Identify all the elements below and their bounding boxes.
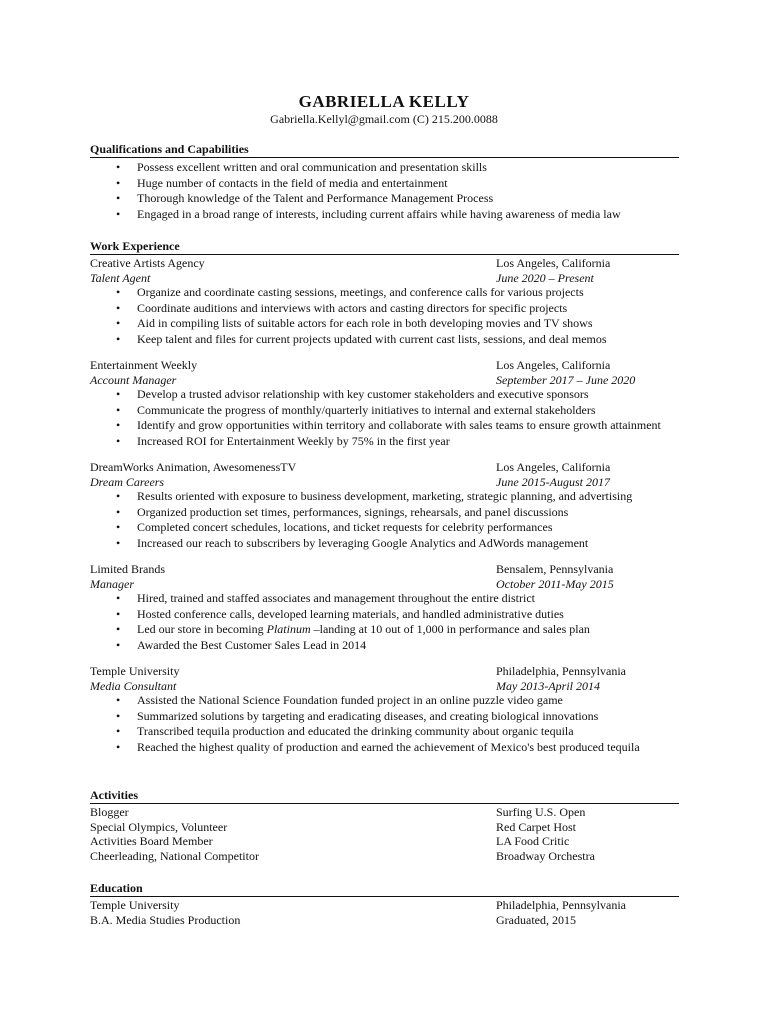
list-item: • Transcribed tequila production and educated the drinking community about organic tequila [90,724,679,740]
job-role: Dream Careers [90,474,165,489]
list-item: • Led our store in becoming Platinum –landing at 10 out of 1,000 in performance and sales plan [90,622,679,638]
job-company: Limited Brands [90,562,165,576]
activity-item: LA Food Critic [496,834,570,848]
education-graduated: Graduated, 2015 [496,912,576,927]
list-item: • Possess excellent written and oral communication and presentation skills [90,160,679,176]
education-location: Philadelphia, Pennsylvania [496,898,626,912]
job-company: Creative Artists Agency [90,256,205,270]
job-role: Account Manager [90,372,177,387]
job-dates: October 2011-May 2015 [496,576,614,591]
qualifications-list [90,160,679,222]
job-dates: June 2020 – Present [496,270,594,285]
job-entry [90,562,679,653]
list-item: • Keep talent and files for current projects updated with current cast lists, sessions, and deal memos [90,332,679,348]
work-experience-section [90,239,679,755]
list-item: • Thorough knowledge of the Talent and Performance Management Process [90,191,679,207]
education-school: Temple University [90,898,180,912]
job-bullets [90,693,679,755]
list-item: • Hired, trained and staffed associates and management throughout the entire district [90,591,679,607]
job-location: Los Angeles, California [496,460,611,474]
job-bullets [90,591,679,653]
job-role: Media Consultant [90,678,177,693]
list-item: • Aid in compiling lists of suitable actors for each role in both developing movies and TV shows [90,316,679,332]
activity-item: Cheerleading, National Competitor [90,848,259,863]
activity-item: Special Olympics, Volunteer [90,819,228,834]
list-item: • Awarded the Best Customer Sales Lead in 2014 [90,638,679,654]
job-company: Entertainment Weekly [90,358,198,372]
qualifications-title: Qualifications and Capabilities [90,142,679,158]
list-item: • Coordinate auditions and interviews with actors and casting directors for specific projects [90,301,679,317]
job-location: Philadelphia, Pennsylvania [496,664,626,678]
job-entry [90,460,679,551]
education-section [90,881,679,927]
job-bullets [90,285,679,347]
list-item: • Organize and coordinate casting sessions, meetings, and conference calls for various projects [90,285,679,301]
activity-item: Red Carpet Host [496,819,576,834]
list-item: • Huge number of contacts in the field of media and entertainment [90,176,679,192]
job-role: Manager [90,576,134,591]
activity-item: Broadway Orchestra [496,848,595,863]
education-degree: B.A. Media Studies Production [90,912,241,927]
education-title: Education [90,881,679,897]
list-item: • Summarized solutions by targeting and eradicating diseases, and creating biological innovations [90,709,679,725]
job-location: Los Angeles, California [496,256,611,270]
activities-title: Activities [90,788,679,804]
list-item: • Completed concert schedules, locations, and ticket requests for celebrity performances [90,520,679,536]
job-dates: May 2013-April 2014 [496,678,600,693]
qualifications-section [90,142,679,222]
candidate-name: GABRIELLA KELLY [298,92,470,111]
list-item: • Increased our reach to subscribers by leveraging Google Analytics and AdWords management [90,536,679,552]
job-company: DreamWorks Animation, AwesomenessTV [90,460,297,474]
activity-item: Activities Board Member [90,834,213,848]
list-item: • Engaged in a broad range of interests, including current affairs while having awareness of media law [90,207,679,223]
job-entry [90,664,679,755]
list-item: • Hosted conference calls, developed learning materials, and handled administrative duties [90,607,679,623]
list-item: • Results oriented with exposure to business development, marketing, strategic planning, and advertising [90,489,679,505]
list-item: • Assisted the National Science Foundation funded project in an online puzzle video game [90,693,679,709]
activity-item: Blogger [90,805,129,819]
work-experience-title: Work Experience [90,239,679,255]
job-bullets [90,387,679,449]
job-location: Bensalem, Pennsylvania [496,562,614,576]
job-entry [90,358,679,449]
list-item: • Communicate the progress of monthly/quarterly initiatives to internal and external stakeholders [90,403,679,419]
job-role: Talent Agent [90,270,151,285]
contact-line: Gabriella.Kellyl@gmail.com (C) 215.200.0088 [270,112,498,126]
job-entry [90,256,679,347]
activity-item: Surfing U.S. Open [496,805,586,819]
job-location: Los Angeles, California [496,358,611,372]
job-dates: June 2015-August 2017 [496,474,610,489]
job-company: Temple University [90,664,180,678]
job-bullets [90,489,679,551]
list-item: • Identify and grow opportunities within territory and collaborate with sales teams to ensure growth attainment [90,418,679,434]
list-item: • Reached the highest quality of production and earned the achievement of Mexico's best produced tequila [90,740,679,756]
list-item: • Develop a trusted advisor relationship with key customer stakeholders and executive sponsors [90,387,679,403]
list-item: • Increased ROI for Entertainment Weekly by 75% in the first year [90,434,679,450]
list-item: • Organized production set times, performances, signings, rehearsals, and panel discussions [90,505,679,521]
activities-section [90,788,679,863]
job-dates: September 2017 – June 2020 [496,372,636,387]
